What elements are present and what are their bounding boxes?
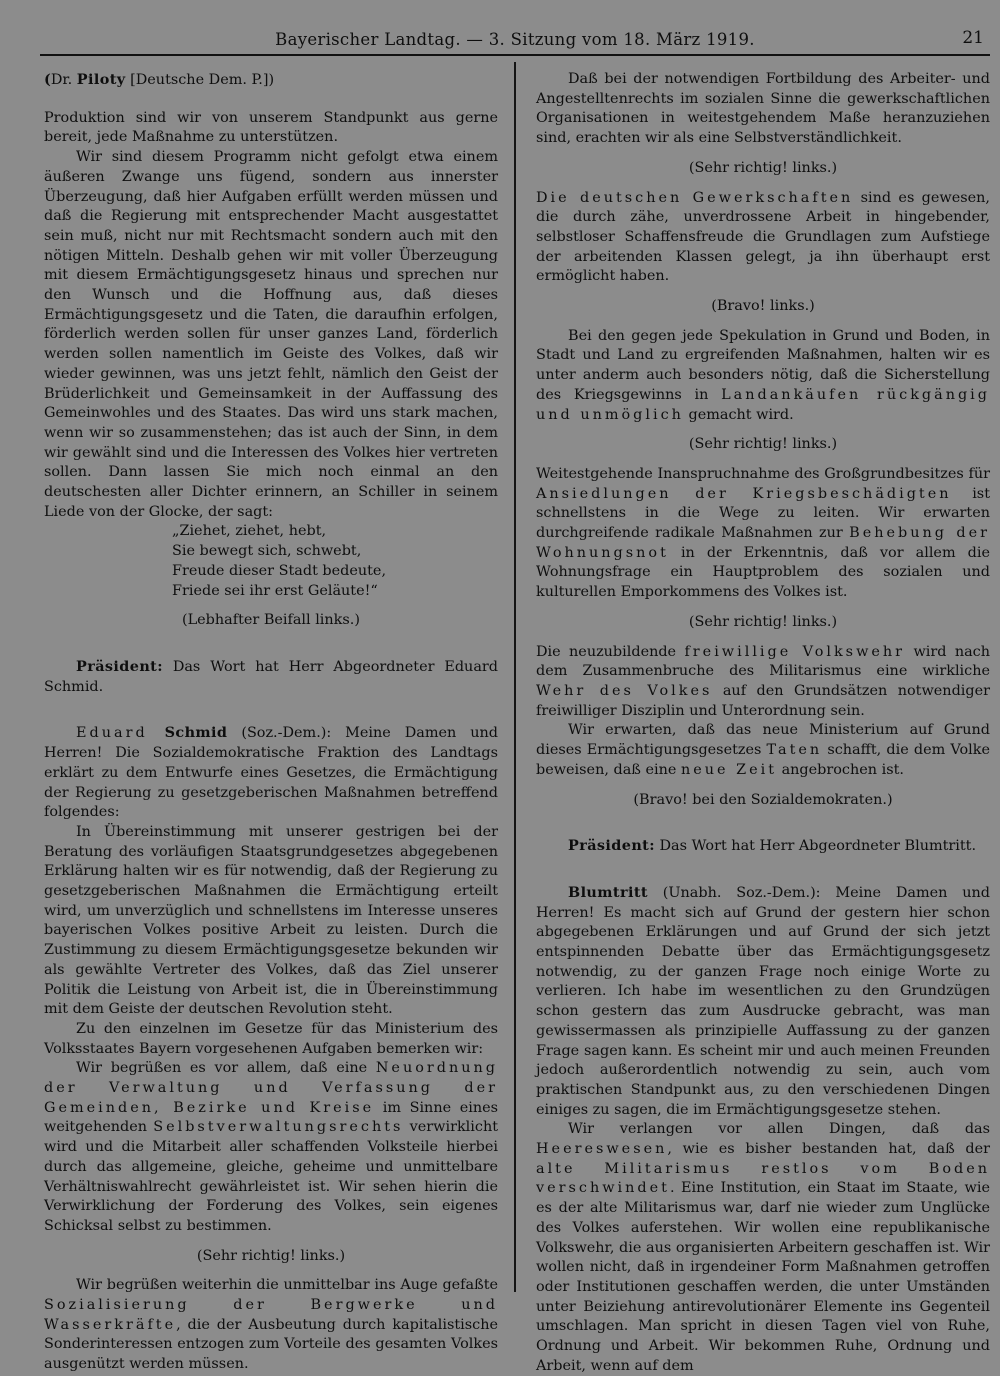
president-statement: Präsident: Das Wort hat Herr Abgeordneter Eduard Schmid. bbox=[44, 657, 498, 695]
president-label: Präsident: bbox=[76, 657, 163, 675]
interjection: (Bravo! links.) bbox=[711, 298, 815, 315]
paragraph: Daß bei der notwendigen Fortbildung des Arbeiter- und Angestelltenrechts im sozialen Sinne die gewerkschaftlichen Organisationen in weitestgehendem Maße heranzuziehen sind, erachten wir als eine Selbstverständlichkeit. bbox=[536, 71, 990, 147]
interjection: (Sehr richtig! links.) bbox=[196, 1247, 346, 1264]
speaker-continuation: (Dr. Piloty [Deutsche Dem. P.]) bbox=[44, 71, 275, 88]
interjection: (Lebhafter Beifall links.) bbox=[182, 612, 360, 629]
speaker-name: Blumtritt bbox=[568, 883, 648, 901]
interjection: (Sehr richtig! links.) bbox=[688, 613, 838, 630]
interjection: (Bravo! bei den Sozialdemokraten.) bbox=[633, 791, 893, 808]
president-label: Präsident: bbox=[568, 837, 655, 855]
paragraph: Wir verlangen vor allen Dingen, daß das Heereswesen, wie es bisher bestanden hat, daß der alte Militarismus restlos vom Boden verschwindet. Eine Institution, ein Staat im Staate, wie es der alte Militarismus war, darf nie wieder zum Unglücke des Volkes auferstehen. Wir wollen eine republikanische Volkswehr, die aus organisierten Arbeitern geschaffen ist. Wir wollen nicht, daß in irgendeiner Form Maßnahmen getroffen oder Institutionen geschaffen werden, die unter Umständen unter Beiziehung antirevolutionärer Elemente ins Gegenteil umschlagen. Man spricht in diesen Tagen viel von Ruhe, Ordnung und Arbeit. Wir bekommen Ruhe, Ordnung und Arbeit, wenn auf dem bbox=[536, 1121, 990, 1374]
interjection: (Sehr richtig! links.) bbox=[688, 436, 838, 453]
poem-line: „Ziehet, ziehet, hebt, bbox=[172, 523, 327, 540]
left-column bbox=[44, 70, 498, 1375]
paragraph: Produktion sind wir von unserem Standpunkt aus gerne bereit, jede Maßnahme zu unterstützen. bbox=[44, 109, 498, 146]
paragraph: Bei den gegen jede Spekulation in Grund und Boden, in Stadt und Land zu ergreifenden Maßnahmen, halten wir es unter anderm auch besonders nötig, daß die Sicherstellung des Kriegsgewinns in Landankäufen rückgängig und unmöglich gemacht wird. bbox=[536, 327, 990, 423]
paragraph: In Übereinstimmung mit unserer gestrigen bei der Beratung des vorläufigen Staatsgrundgesetzes abgegebenen Erklärung halten wir es für notwendig, daß der Regierung zu gesetzgeberischen Maßnahmen die Ermächtigung erteilt wird, um unverzüglich und schnellstens im Interesse unseres bayerischen Volkes positive Arbeit zu leisten. Durch die Zustimmung zu diesem Ermächtigungsgesetze bekunden wir als gewählte Vertreter des Volkes, daß das Ziel unserer Politik die Leistung von Arbeit ist, die in Übereinstimmung mit dem Geiste der deutschen Revolution steht. bbox=[44, 823, 498, 1018]
paragraph: Wir sind diesem Programm nicht gefolgt etwa einem äußeren Zwange uns fügend, sondern aus innerster Überzeugung, daß hier Aufgaben erfüllt werden müssen und daß die Regierung mit entsprechender Macht ausgestattet sein muß, nicht nur mit Rechtsmacht sondern auch mit den nötigen Mitteln. Deshalb gehen wir mit voller Überzeugung mit diesem Ermächtigungsgesetz hinaus und sprechen nur den Wunsch und die Hoffnung aus, daß dieses Ermächtigungsgesetz und die Taten, die daraufhin erfolgen, förderlich werden sollen für unser ganzes Land, förderlich werden sollen namentlich im Geiste des Volkes, daß wir wieder gewinnen, was uns jetzt fehlt, nämlich den Geist der Brüderlichkeit und Gemeinsamkeit in der Auffassung des Gemeinwohles und des Staates. Das wird uns stark machen, wenn wir so zusammenstehen; das ist auch der Sinn, in dem wir gewählt sind und die Interessen des Volkes hier vertreten sollen. Dann lassen Sie mich noch einmal an den deutschesten aller Dichter erinnern, an Schiller in seinem Liede von der Glocke, der sagt: bbox=[44, 149, 498, 520]
president-statement: Präsident: Das Wort hat Herr Abgeordneter Blumtritt. bbox=[568, 837, 977, 855]
poem-line: Friede sei ihr erst Geläute!“ bbox=[172, 582, 378, 599]
paragraph: Wir begrüßen es vor allem, daß eine Neuordnung der Verwaltung und Verfassung der Gemeinden, Bezirke und Kreise im Sinne eines weitgehenden Selbstverwaltungsrechts verwirklicht wird und die Mitarbeit aller schaffenden Volksteile hierbei durch das allgemeine, gleiche, geheime und unmittelbare Verhältniswahlrecht gewährleistet ist. Wir sehen hierin die Verwirklichung der Forderung des Volkes, sein eigenes Schicksal selbst zu bestimmen. bbox=[44, 1060, 498, 1234]
right-column bbox=[536, 70, 990, 1376]
speech-intro: Eduard Schmid (Soz.-Dem.): Meine Damen und Herren! Die Sozialdemokratische Fraktion des Landtags erklärt zu dem Entwurfe eines Gesetzes, die Ermächtigung der Regierung zu gesetzgeberischen Maßnahmen betreffend folgendes: bbox=[44, 724, 499, 821]
interjection: (Sehr richtig! links.) bbox=[688, 159, 838, 176]
running-title: Bayerischer Landtag. — 3. Sitzung vom 18. März 1919. bbox=[275, 30, 755, 49]
paragraph: Wir erwarten, daß das neue Ministerium auf Grund dieses Ermächtigungsgesetzes Taten schafft, die dem Volke beweisen, daß eine neue Zeit angebrochen ist. bbox=[536, 722, 990, 778]
poem-line: Sie bewegt sich, schwebt, bbox=[172, 543, 362, 560]
speaker-name: Schmid bbox=[164, 724, 228, 742]
paragraph: Weitestgehende Inanspruchnahme des Großgrundbesitzes für Ansiedlungen der Kriegsbeschädigten ist schnellstens in die Wege zu leiten. Wir erwarten durchgreifende radikale Maßnahmen zur Behebung der Wohnungsnot in der Erkenntnis, daß vor allem die Wohnungsfrage ein Hauptproblem des sozialen und kulturellen Emporkommens des Volkes ist. bbox=[536, 465, 990, 601]
page-number: 21 bbox=[962, 28, 984, 48]
speech-intro: Blumtritt (Unabh. Soz.-Dem.): Meine Damen und Herren! Es macht sich auf Grund der gestern hier schon abgegebenen Erklärungen und auf Grund der sich jetzt entspinnenden Debatte über das Ermächtigungsgesetz notwendig, zu der ganzen Frage noch einige Worte zu verlieren. Ich habe im wesentlichen zu den Grundzügen schon gestern das zum Ausdrucke gebracht, was man gewissermassen als prinzipielle Auffassung zu der ganzen Frage sagen kann. Es scheint mir und auch meinen Freunden jedoch außerordentlich notwendig zu sein, auch vom praktischen Standpunkt aus, zu den verschiedenen Dingen einiges zu sagen, die im Ermächtigungsgesetze stehen. bbox=[536, 883, 990, 1118]
paragraph: Die deutschen Gewerkschaften sind es gewesen, die durch zähe, unverdrossene Arbeit in hingebender, selbstloser Schaffensfreude die Grundlagen zum Aufstiege der arbeitenden Klassen gelegt, ja ihn überhaupt erst ermöglicht haben. bbox=[536, 189, 990, 285]
speaker-marker: ( bbox=[44, 71, 51, 88]
paragraph: Die neuzubildende freiwillige Volkswehr wird nach dem Zusammenbruche des Militarismus eine wirkliche Wehr des Volkes auf den Grundsätzen notwendiger freiwilliger Disziplin und Unterordnung sein. bbox=[536, 643, 991, 719]
poem-quote bbox=[172, 522, 498, 601]
paragraph: Zu den einzelnen im Gesetze für das Ministerium des Volksstaates Bayern vorgesehenen Aufgaben bemerken wir: bbox=[44, 1020, 498, 1057]
poem-line: Freude dieser Stadt bedeute, bbox=[172, 562, 387, 579]
page-header bbox=[40, 28, 990, 56]
speaker-name: Piloty bbox=[76, 71, 126, 88]
column-divider bbox=[514, 62, 516, 1292]
paragraph: Wir begrüßen weiterhin die unmittelbar ins Auge gefaßte Sozialisierung der Bergwerke und Wasserkräfte, die der Ausbeutung durch kapitalistische Sonderinteressen entzogen zum Vorteile des gesamten Volkes ausgenützt werden müssen. bbox=[44, 1277, 498, 1373]
